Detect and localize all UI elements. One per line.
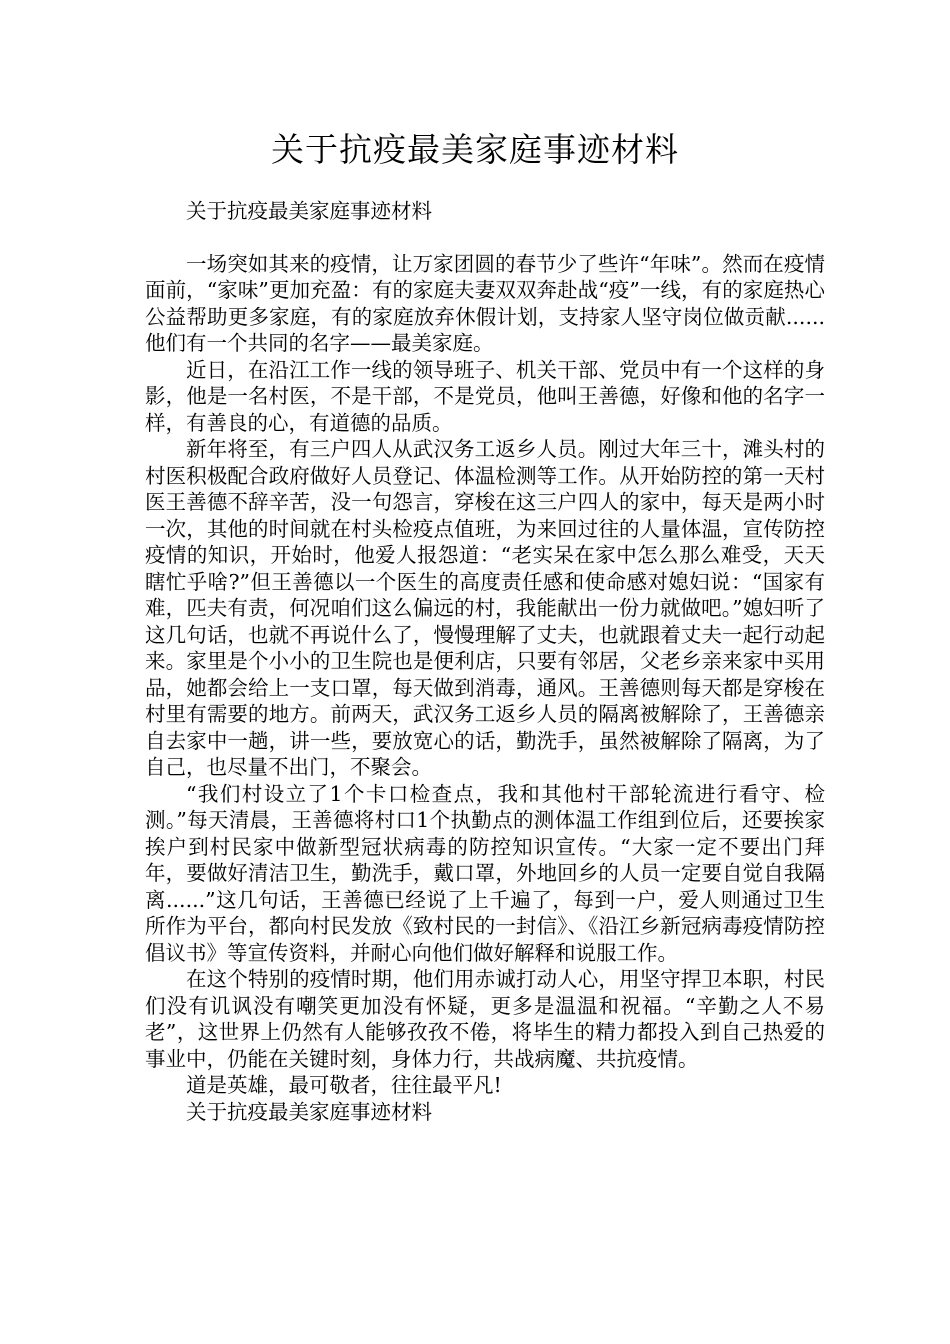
document-title: 关于抗疫最美家庭事迹材料 <box>271 130 679 169</box>
paragraph-checkpoint: “我们村设立了1个卡口检查点，我和其他村干部轮流进行看守、检测。”每天清晨，王善德将村口1个执勤点的测体温工作组到位后，还要挨家挨户到村民家中做新型冠状病毒的防控知识宣传。“大家一定不要出门拜年，要做好清洁卫生，勤洗手，戴口罩，外地回乡的人员一定要自觉自我隔离......”这几句话，王善德已经说了上千遍了，每到一户，爱人则通过卫生所作为平台，都向村民发放《致村民的一封信》、《沿江乡新冠病毒疫情防控倡议书》等宣传资料，并耐心向他们做好解释和说服工作。 <box>145 781 825 965</box>
paragraph-special-period: 在这个特别的疫情时期，他们用赤诚打动人心，用坚守捍卫本职，村民们没有讥讽没有嘲笑更加没有怀疑，更多是温温和祝福。“辛勤之人不易老”，这世界上仍然有人能够孜孜不倦，将毕生的精力都投入到自己热爱的事业中，仍能在关键时刻，身体力行，共战病魔、共抗疫情。 <box>145 967 825 1071</box>
paragraph-closing-title: 关于抗疫最美家庭事迹材料 <box>186 1099 432 1124</box>
paragraph-intro: 一场突如其来的疫情，让万家团圆的春节少了些许“年味”。然而在疫情面前，“家味”更加充盈：有的家庭夫妻双双奔赴战“疫”一线，有的家庭热心公益帮助更多家庭，有的家庭放弃休假计划，支持家人坚守岗位做贡献......他们有一个共同的名字——最美家庭。 <box>145 251 825 355</box>
paragraph-new-year: 新年将至，有三户四人从武汉务工返乡人员。刚过大年三十，滩头村的村医积极配合政府做好人员登记、体温检测等工作。从开始防控的第一天村医王善德不辞辛苦，没一句怨言，穿梭在这三户四人的家中，每天是两小时一次，其他的时间就在村头检疫点值班，为来回过往的人量体温，宣传防控疫情的知识，开始时，他爱人报怨道：“老实呆在家中怎么那么难受，天天瞎忙乎啥?”但王善德以一个医生的高度责任感和使命感对媳妇说：“国家有难，匹夫有责，何况咱们这么偏远的村，我能献出一份力就做吧。”媳妇听了这几句话，也就不再说什么了，慢慢理解了丈夫，也就跟着丈夫一起行动起来。家里是个小小的卫生院也是便利店，只要有邻居，父老乡亲来家中买用品，她都会给上一支口罩，每天做到消毒，通风。王善德则每天都是穿梭在村里有需要的地方。前两天，武汉务工返乡人员的隔离被解除了，王善德亲自去家中一趟，讲一些，要放宽心的话，勤洗手，虽然被解除了隔离，为了自己，也尽量不出门，不聚会。 <box>145 437 825 779</box>
document-body <box>145 198 825 1125</box>
paragraph-village-doctor: 近日，在沿江工作一线的领导班子、机关干部、党员中有一个这样的身影，他是一名村医，不是干部，不是党员，他叫王善德，好像和他的名字一样，有善良的心，有道德的品质。 <box>145 357 825 435</box>
paragraph-hero: 道是英雄，最可敬者，往往最平凡! <box>186 1073 502 1097</box>
subtitle-paragraph: 关于抗疫最美家庭事迹材料 <box>186 199 432 223</box>
